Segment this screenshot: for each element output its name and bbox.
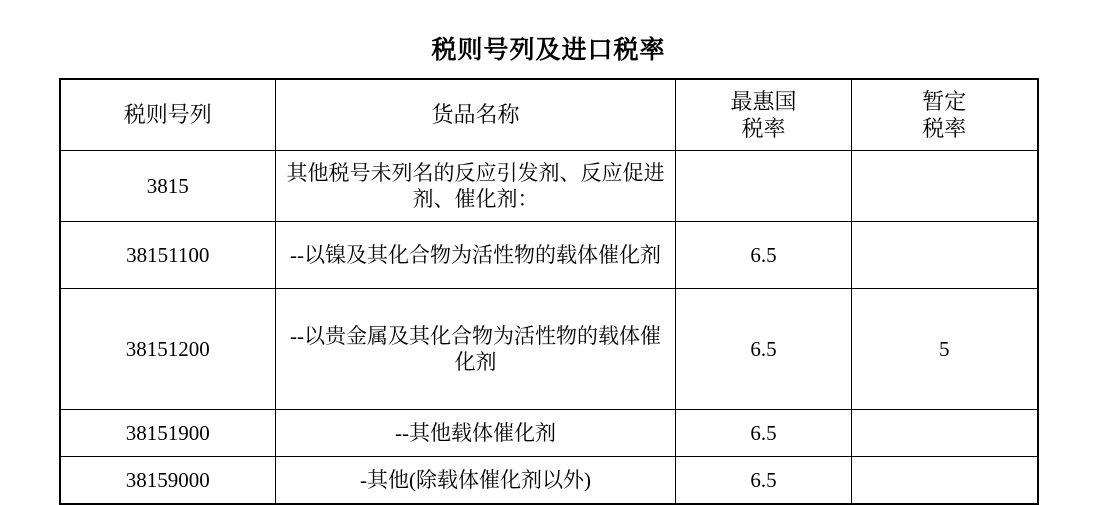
tariff-table-container <box>59 78 1039 505</box>
cell-mfn-rate: 6.5 <box>676 289 852 410</box>
cell-mfn-rate: 6.5 <box>676 410 852 457</box>
table-body <box>60 151 1038 505</box>
cell-description: --以镍及其化合物为活性物的载体催化剂 <box>276 222 676 289</box>
page-title: 税则号列及进口税率 <box>431 37 666 64</box>
table-header <box>60 79 1038 151</box>
column-header-mfn-rate-line2: 税率 <box>741 116 786 141</box>
column-header-provisional-rate <box>852 79 1038 151</box>
cell-provisional-rate: 5 <box>852 289 1038 410</box>
cell-description: -其他(除载体催化剂以外) <box>276 457 676 505</box>
cell-mfn-rate: 6.5 <box>676 457 852 505</box>
column-header-mfn-rate <box>676 79 852 151</box>
column-header-provisional-rate-line1: 暂定 <box>922 88 967 114</box>
table-header-row <box>60 79 1038 151</box>
table-row <box>60 151 1038 222</box>
table-row <box>60 222 1038 289</box>
cell-description: --以贵金属及其化合物为活性物的载体催化剂 <box>276 289 676 410</box>
column-header-mfn-rate-line1: 最惠国 <box>730 88 797 114</box>
column-header-code: 税则号列 <box>60 79 276 151</box>
cell-provisional-rate <box>852 222 1038 289</box>
cell-provisional-rate <box>852 410 1038 457</box>
cell-code: 38151900 <box>60 410 276 457</box>
table-row <box>60 289 1038 410</box>
cell-mfn-rate <box>676 151 852 222</box>
tariff-table <box>59 78 1039 505</box>
cell-provisional-rate <box>852 457 1038 505</box>
cell-code: 38151200 <box>60 289 276 410</box>
cell-code: 38159000 <box>60 457 276 505</box>
table-row <box>60 410 1038 457</box>
cell-mfn-rate: 6.5 <box>676 222 852 289</box>
table-row <box>60 457 1038 505</box>
cell-description: 其他税号未列名的反应引发剂、反应促进剂、催化剂： <box>276 151 676 222</box>
column-header-provisional-rate-line2: 税率 <box>922 116 967 141</box>
cell-provisional-rate <box>852 151 1038 222</box>
cell-code: 3815 <box>60 151 276 222</box>
cell-code: 38151100 <box>60 222 276 289</box>
cell-description: --其他载体催化剂 <box>276 410 676 457</box>
column-header-description: 货品名称 <box>276 79 676 151</box>
